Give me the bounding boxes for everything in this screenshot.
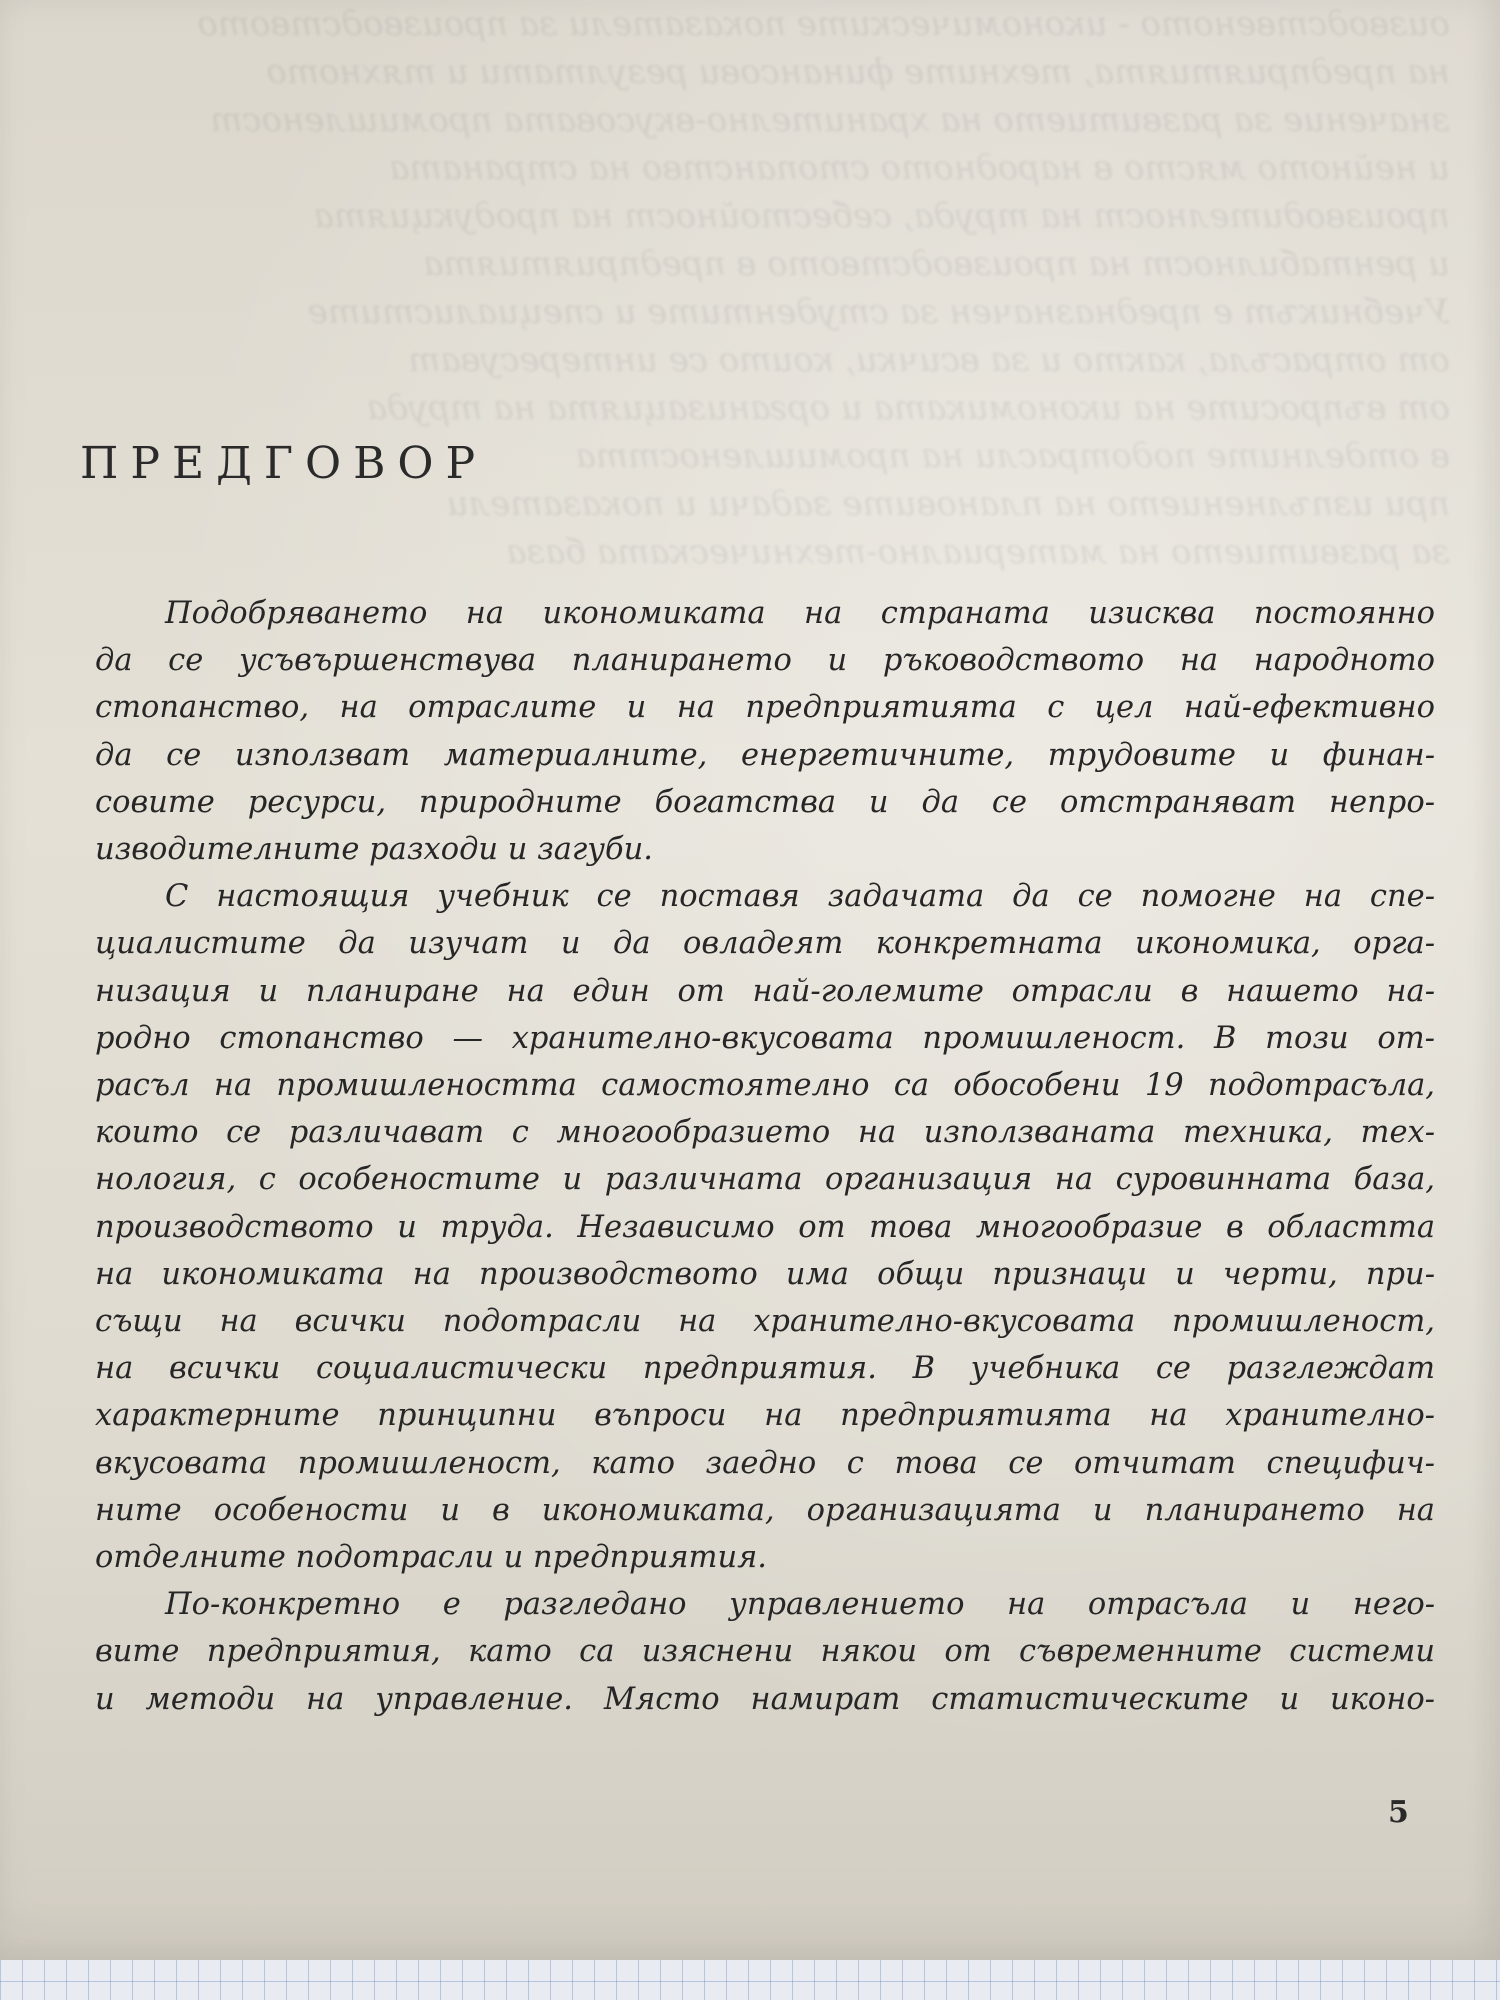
preface-heading: ПРЕДГОВОР <box>80 438 488 489</box>
text-line: характерните принципни въпроси на предприятията на хранително- <box>95 1398 1435 1434</box>
text-line: изводителните разходи и загуби. <box>95 832 653 868</box>
text-line: расъл на промишлеността самостоятелно са обособени 19 подотрасъла, <box>95 1068 1435 1104</box>
text-line: нология, с особеностите и различната организация на суровинната база, <box>95 1162 1435 1198</box>
text-line: низация и планиране на един от най-големите отрасли в нашето на- <box>95 973 1435 1009</box>
text-line: родно стопанство — хранително-вкусовата промишленост. В този от- <box>95 1020 1435 1056</box>
text-line: С настоящия учебник се поставя задачата да се помогне на спе- <box>165 879 1435 915</box>
show-through-text: оизводственото - икономическите показатели за производството на предприятията, техните финансови резултати и тяхното значение за развитието на хранително-вкусовата промишленост и нейното място в народното стопанство на страната производителност на труда, себестойност на продукцията и рентабилност на производството в предприятията Учебникът е предназначен за студентите и специалистите от отрасъла, както и за всички, които се интересуват от въпросите на икономиката и организацията на труда в отделните подотрасли на промишлеността при изпълнението на плановите задачи и показатели за развитието на материално-техническата база <box>197 4 1450 572</box>
text-line: вкусовата промишленост, като заедно с това се отчитат специфич- <box>95 1445 1435 1481</box>
text-line: стопанство, на отраслите и на предприятията с цел най-ефективно <box>95 690 1435 726</box>
text-line: и методи на управление. Място намират статистическите и иконо- <box>95 1681 1435 1717</box>
text-line: на всички социалистически предприятия. В учебника се разглеждат <box>95 1351 1435 1387</box>
paragraph-1 <box>95 590 1435 873</box>
text-line: на икономиката на производството има общи признаци и черти, при- <box>95 1256 1435 1292</box>
preface-body <box>95 590 1435 1723</box>
paragraph-2 <box>95 873 1435 1581</box>
text-line: производството и труда. Независимо от това многообразие в областта <box>95 1209 1435 1245</box>
text-line: циалистите да изучат и да овладеят конкретната икономика, орга- <box>95 926 1435 962</box>
text-line: същи на всички подотрасли на хранително-вкусовата промишленост, <box>95 1304 1435 1340</box>
page-number: 5 <box>1388 1795 1409 1830</box>
text-line: совите ресурси, природните богатства и да се отстраняват непро- <box>95 784 1435 820</box>
text-line: да се усъвършенствува планирането и ръководството на народното <box>95 643 1435 679</box>
text-line: които се различават с многообразието на използваната техника, тех- <box>95 1115 1435 1151</box>
notebook-background <box>0 1960 1500 2000</box>
text-line: ните особености и в икономиката, организацията и планирането на <box>95 1492 1435 1528</box>
text-line: Подобряването на икономиката на страната изисква постоянно <box>165 596 1435 631</box>
text-line: отделните подотрасли и предприятия. <box>95 1540 767 1576</box>
text-line: вите предприятия, като са изяснени някои от съвременните системи <box>95 1634 1435 1670</box>
text-line: По-конкретно е разгледано управлението на отрасъла и него- <box>165 1587 1435 1623</box>
paragraph-3 <box>95 1581 1435 1723</box>
text-line: да се използват материалните, енергетичните, трудовите и финан- <box>95 737 1435 773</box>
